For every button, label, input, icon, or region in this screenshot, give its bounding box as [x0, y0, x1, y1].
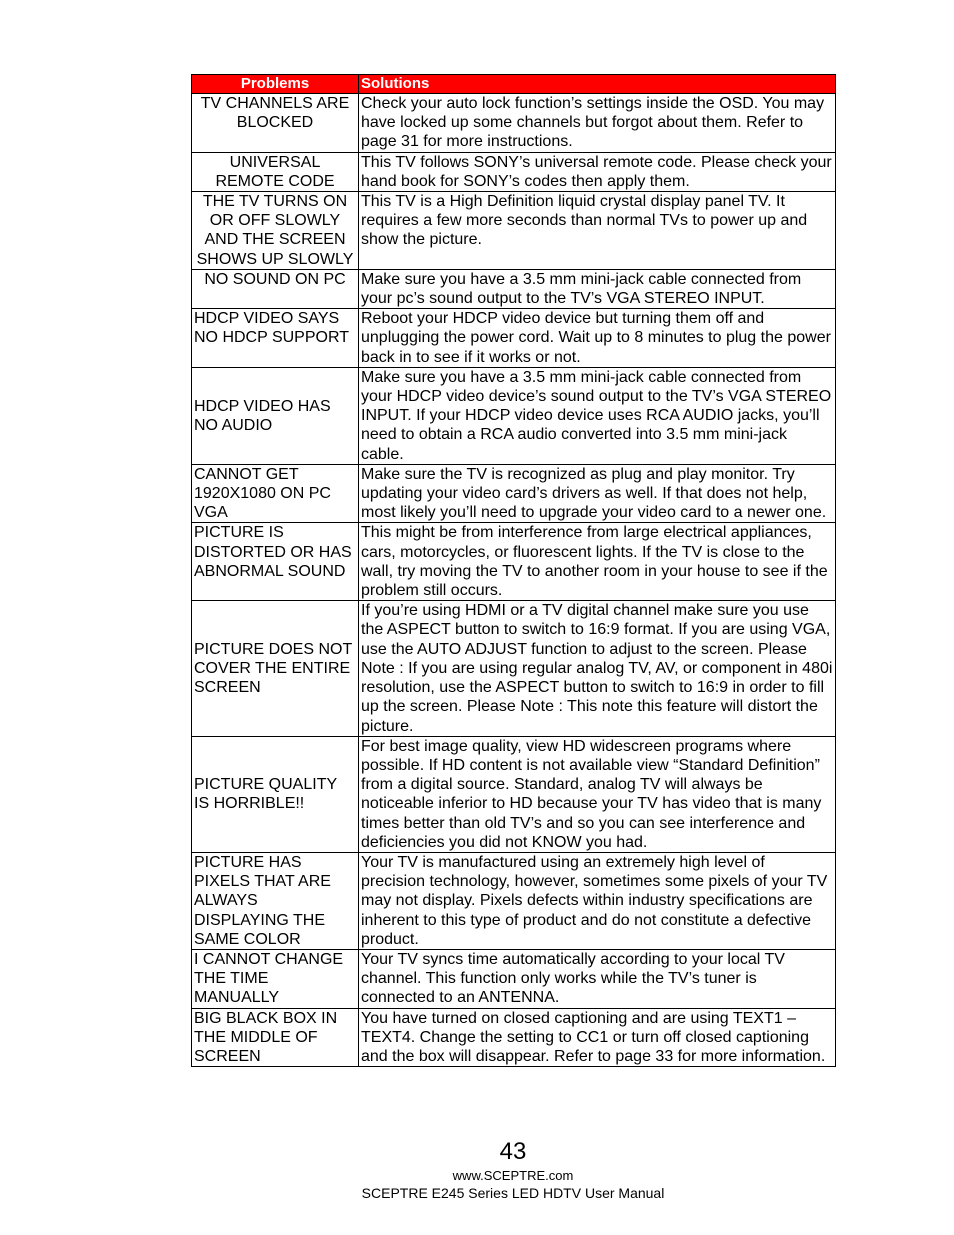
table-row — [192, 949, 836, 1008]
column-header-problems: Problems — [192, 75, 359, 94]
solution-cell: Make sure you have a 3.5 mm mini-jack cable connected from your HDCP video device’s sound output to the TV’s VGA STEREO INPUT. If your HDCP video device uses RCA AUDIO jacks, you’ll need to obtain a RCA audio converted into 3.5 mm mini-jack cable. — [359, 367, 836, 464]
website-text: www.SCEPTRE.com — [452, 1168, 574, 1183]
problem-cell: CANNOT GET 1920X1080 ON PC VGA — [192, 464, 359, 523]
solution-cell: This TV is a High Definition liquid crystal display panel TV. It requires a few more seconds than normal TVs to power up and show the picture. — [359, 192, 836, 270]
solution-cell: This TV follows SONY’s universal remote code. Please check your hand book for SONY’s codes then apply them. — [359, 152, 836, 191]
page-number: 43 — [499, 1138, 527, 1165]
table-header-row — [192, 75, 836, 94]
solution-cell: Reboot your HDCP video device but turning them off and unplugging the power cord. Wait up to 8 minutes to plug the power back in to see if it works or not. — [359, 309, 836, 368]
troubleshooting-table — [191, 74, 836, 1067]
solution-cell: Make sure you have a 3.5 mm mini-jack cable connected from your pc’s sound output to the TV’s VGA STEREO INPUT. — [359, 269, 836, 308]
solution-cell: Your TV is manufactured using an extremely high level of precision technology, however, sometimes some pixels of your TV may not display. Pixels defects within industry specifications are inherent to this type of product and do not constitute a defective product. — [359, 852, 836, 949]
column-header-solutions: Solutions — [359, 75, 836, 94]
table-row — [192, 852, 836, 949]
solution-cell: You have turned on closed captioning and are using TEXT1 – TEXT4. Change the setting to CC1 or turn off closed captioning and the box will disappear. Refer to page 33 for more information. — [359, 1008, 836, 1067]
problem-cell: PICTURE HAS PIXELS THAT ARE ALWAYS DISPLAYING THE SAME COLOR — [192, 852, 359, 949]
solution-cell: For best image quality, view HD widescreen programs where possible. If HD content is not available view “Standard Definition” from a digital source. Standard, analog TV will always be noticeable inferior to HD because your TV has video that is many times better than old TV’s and so you can see interference and deficiencies you did not KNOW you had. — [359, 736, 836, 852]
table-row — [192, 464, 836, 523]
table-row — [192, 152, 836, 191]
table-row — [192, 1008, 836, 1067]
problem-cell: PICTURE IS DISTORTED OR HAS ABNORMAL SOUND — [192, 523, 359, 601]
problem-cell: TV CHANNELS ARE BLOCKED — [192, 94, 359, 153]
problem-cell: PICTURE QUALITY IS HORRIBLE!! — [192, 736, 359, 852]
table-row — [192, 192, 836, 270]
table-row — [192, 94, 836, 153]
problem-cell: PICTURE DOES NOT COVER THE ENTIRE SCREEN — [192, 601, 359, 736]
solution-cell: Check your auto lock function’s settings inside the OSD. You may have locked up some channels but forgot about them. Refer to page 31 for more instructions. — [359, 94, 836, 153]
table-row — [192, 736, 836, 852]
table-row — [192, 523, 836, 601]
problem-cell: HDCP VIDEO SAYS NO HDCP SUPPORT — [192, 309, 359, 368]
solution-cell: This might be from interference from large electrical appliances, cars, motorcycles, or fluorescent lights. If the TV is close to the wall, try moving the TV to another room in your house to see if the problem still occurs. — [359, 523, 836, 601]
manual-title: SCEPTRE E245 Series LED HDTV User Manual — [361, 1185, 665, 1201]
table-row — [192, 269, 836, 308]
table-row — [192, 309, 836, 368]
table-row — [192, 367, 836, 464]
solution-cell: Your TV syncs time automatically according to your local TV channel. This function only works while the TV’s tuner is connected to an ANTENNA. — [359, 949, 836, 1008]
problem-cell: UNIVERSAL REMOTE CODE — [192, 152, 359, 191]
problem-cell: HDCP VIDEO HAS NO AUDIO — [192, 367, 359, 464]
problem-cell: I CANNOT CHANGE THE TIME MANUALLY — [192, 949, 359, 1008]
problem-cell: BIG BLACK BOX IN THE MIDDLE OF SCREEN — [192, 1008, 359, 1067]
solution-cell: If you’re using HDMI or a TV digital channel make sure you use the ASPECT button to switch to 16:9 format. If you are using VGA, use the AUTO ADJUST function to adjust to the screen. Please Note : If you are using regular analog TV, AV, or component in 480i resolution, use the ASPECT button to switch to 16:9 in order to fill up the screen. Please Note : This note this feature will distort the picture. — [359, 601, 836, 736]
problem-cell: THE TV TURNS ON OR OFF SLOWLY AND THE SCREEN SHOWS UP SLOWLY — [192, 192, 359, 270]
problem-cell: NO SOUND ON PC — [192, 269, 359, 308]
solution-cell: Make sure the TV is recognized as plug and play monitor. Try updating your video card’s drivers as well. If that does not help, most likely you’ll need to upgrade your video card to a newer one. — [359, 464, 836, 523]
table-row — [192, 601, 836, 736]
